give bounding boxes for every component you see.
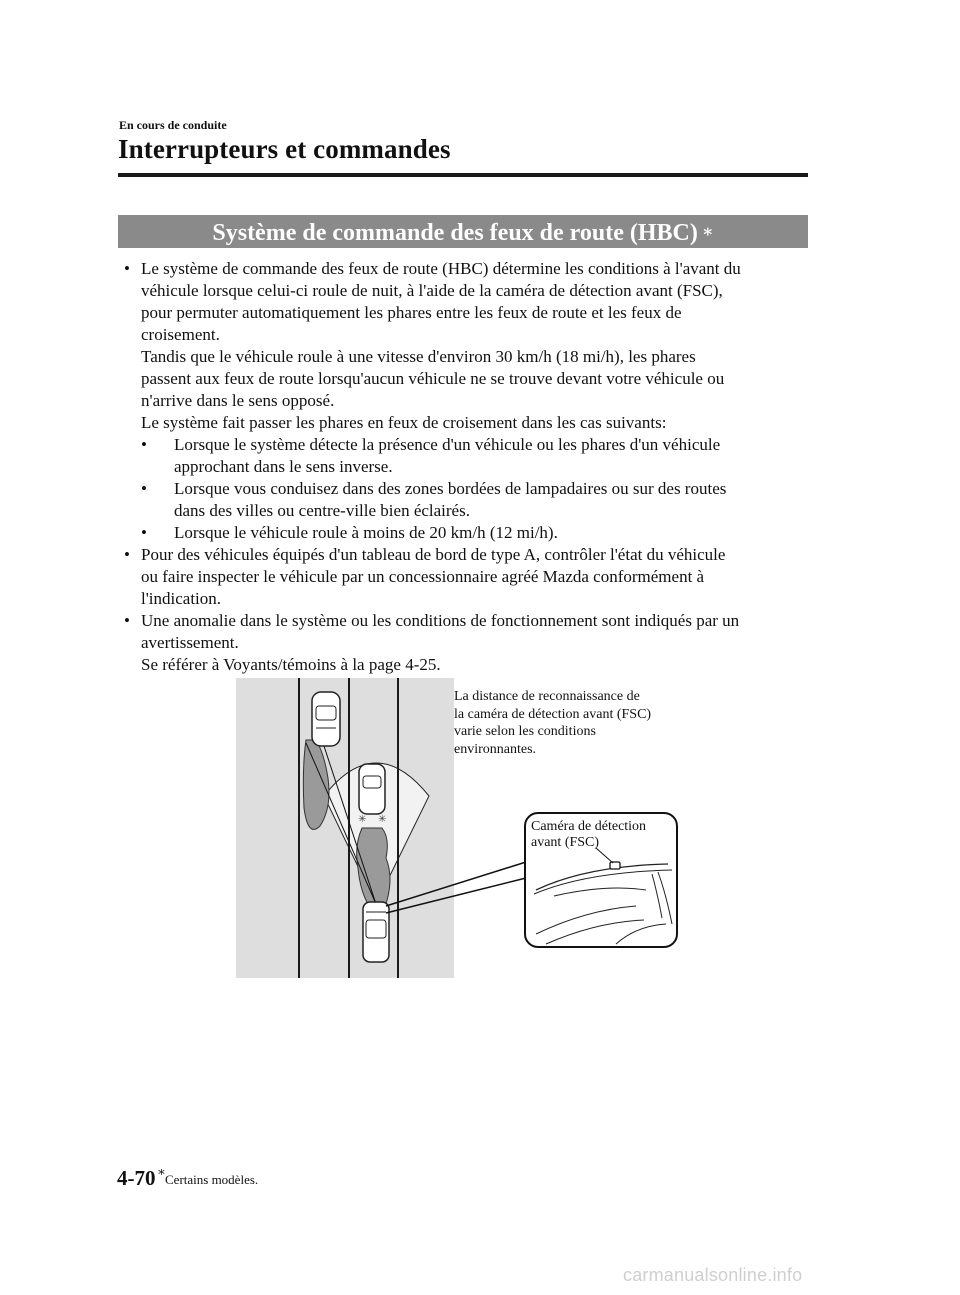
fsc-camera-icon (610, 862, 620, 869)
text-line: Tandis que le véhicule roule à une vitesse d'environ 30 km/h (18 mi/h), les phares (141, 347, 696, 366)
text-line: véhicule lorsque celui-ci roule de nuit, à l'aide de la caméra de détection avant (FSC), (141, 281, 723, 300)
sub-bullet-dot: • (141, 523, 147, 542)
bullet-dot: • (124, 259, 130, 278)
footnote-star: ∗ (157, 1164, 166, 1179)
text-line: Une anomalie dans le système ou les conditions de fonctionnement sont indiqués par un (141, 611, 740, 630)
text-line: ou faire inspecter le véhicule par un concessionnaire agréé Mazda conformément à (141, 567, 705, 586)
oncoming-car (312, 692, 340, 746)
text-line: La distance de reconnaissance de (454, 689, 640, 704)
text-line: approchant dans le sens inverse. (174, 457, 393, 476)
text-line: avertissement. (141, 633, 239, 652)
text-line: avant (FSC) (531, 835, 600, 850)
text-line: Lorsque le système détecte la présence d'un véhicule ou les phares d'un véhicule (174, 435, 721, 454)
text-line: n'arrive dans le sens opposé. (141, 391, 335, 410)
bullet-item (124, 610, 814, 676)
section-label: En cours de conduite (119, 118, 227, 132)
banner-star: ∗ (701, 222, 714, 241)
text-line: Caméra de détection (531, 819, 647, 834)
text-line: pour permuter automatiquement les phares entre les feux de route et les feux de (141, 303, 682, 322)
text-line: Le système de commande des feux de route (HBC) détermine les conditions à l'avant du (141, 259, 741, 278)
svg-text:✳: ✳ (378, 814, 387, 825)
text-line: passent aux feux de route lorsqu'aucun véhicule ne se trouve devant votre véhicule ou (141, 369, 725, 388)
sub-bullet-item (141, 522, 814, 544)
text-line: croisement. (141, 325, 220, 344)
sub-bullet-dot: • (141, 479, 147, 498)
text-line: Se référer à Voyants/témoins à la page 4-25. (141, 655, 441, 674)
svg-text:✳: ✳ (358, 814, 367, 825)
text-line: dans des villes ou centre-ville bien éclairés. (174, 501, 470, 520)
text-line: Le système fait passer les phares en feux de croisement dans les cas suivants: (141, 413, 667, 432)
page-number: 4-70 (117, 1166, 156, 1190)
chapter-title: Interrupteurs et commandes (118, 134, 451, 164)
recognition-distance-note (454, 688, 651, 758)
section-banner (118, 215, 808, 248)
bullet-dot: • (124, 545, 130, 564)
own-car (363, 902, 389, 962)
sub-bullet-item (141, 478, 814, 522)
camera-label (531, 819, 646, 851)
banner-title: Système de commande des feux de route (HBC) (212, 220, 698, 246)
bullet-dot: • (124, 611, 130, 630)
road-illustration (236, 678, 454, 978)
watermark-text: carmanualsonline.info (623, 1265, 803, 1285)
sub-bullet-item (141, 434, 814, 478)
text-line: l'indication. (141, 589, 222, 608)
bullet-item (124, 544, 814, 610)
text-line: Pour des véhicules équipés d'un tableau de bord de type A, contrôler l'état du véhicule (141, 545, 726, 564)
text-line: environnantes. (454, 741, 537, 757)
text-line: la caméra de détection avant (FSC) (454, 706, 652, 722)
body-content (124, 258, 814, 676)
text-line: Lorsque le véhicule roule à moins de 20 km/h (12 mi/h). (174, 523, 558, 542)
bullet-item (124, 258, 814, 434)
sub-bullet-dot: • (141, 435, 147, 454)
footnote-text: Certains modèles. (165, 1172, 259, 1187)
text-line: Lorsque vous conduisez dans des zones bordées de lampadaires ou sur des routes (174, 479, 727, 498)
text-line: varie selon les conditions (454, 724, 596, 739)
header-rule (118, 173, 808, 177)
